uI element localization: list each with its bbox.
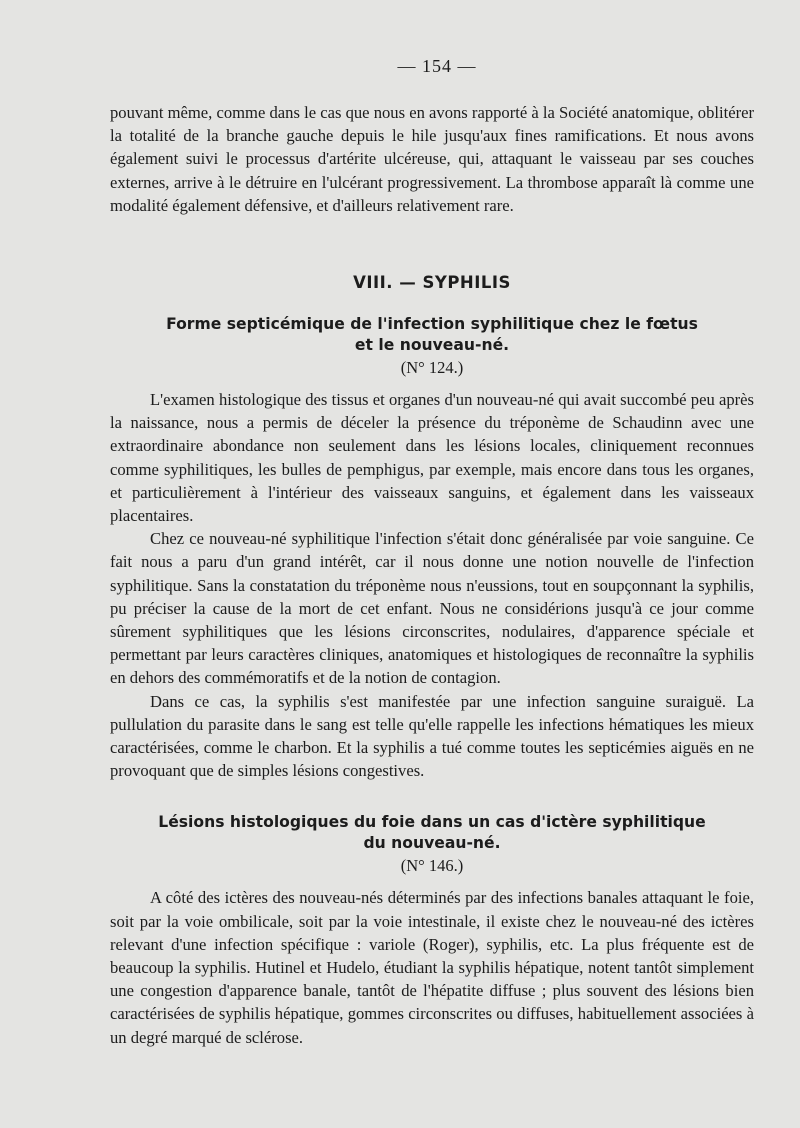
article2-title-line1: Lésions histologiques du foie dans un cas d'ictère syphilitique bbox=[158, 813, 706, 832]
article2-title-line2: du nouveau-né. bbox=[363, 834, 501, 853]
article2-reference: (N° 146.) bbox=[400, 856, 464, 876]
article1-reference: (N° 124.) bbox=[400, 358, 464, 378]
article2-paragraph: A côté des ictères des nouveau-nés déterminés par des infections banales attaquant le foie, soit par la voie ombilicale, soit par la voie intestinale, il existe chez le nouveau-né des ictères relevant d'une infection spécifique : variole (Roger), syphilis, etc. La plus fréquente est de beaucoup la syphilis. Hutinel et Hudelo, étudiant la syphilis hépatique, notent tantôt simplement une congestion d'apparence banale, tantôt de l'hépatite diffuse ; plus souvent des lésions bien caractérisées de syphilis hépatique, gommes circonscrites ou diffuses, habituellement associées à un degré marqué de sclérose. bbox=[110, 888, 754, 1047]
page-number: — 154 — bbox=[397, 56, 477, 76]
article1-title-line2: et le nouveau-né. bbox=[354, 336, 510, 355]
article1-paragraph: L'examen histologique des tissus et organes d'un nouveau-né qui avait succombé peu après la naissance, nous a permis de déceler la présence du tréponème de Schaudinn avec une extraordinaire abondance non seulement dans les lésions locales, cliniquement reconnues comme syphilitiques, les bulles de pemphigus, par exemple, mais encore dans tous les organes, et particulièrement à l'intérieur des vaisseaux sanguins, et également dans les vaisseaux placentaires. bbox=[110, 390, 754, 526]
article1-paragraph: Chez ce nouveau-né syphilitique l'infection s'était donc généralisée par voie sanguine. Ce fait nous a paru d'un grand intérêt, car il nous donne une notion nouvelle de l'infection syphilitique. Sans la constatation du tréponème nous n'eussions, tout en soupçonnant la syphilis, pu préciser la cause de la mort de cet enfant. Nous ne considérions jusqu'à ce jour comme sûrement syphilitiques que les lésions circonscrites, nodulaires, d'apparence spéciale et permettant par leurs caractères cliniques, anatomiques et histologiques de reconnaître la syphilis en dehors des commémoratifs et de la notion de contagion. bbox=[110, 529, 754, 688]
section-title: VIII. — SYPHILIS bbox=[353, 273, 511, 293]
intro-paragraph: pouvant même, comme dans le cas que nous en avons rapporté à la Société anatomique, oblitérer la totalité de la branche gauche depuis le hile jusqu'aux fines ramifications. Et nous avons également suivi le processus d'artérite ulcéreuse, qui, attaquant le vaisseau par ses couches externes, arrive à le détruire en l'ulcérant progressivement. La thrombose apparaît là comme une modalité également défensive, et d'ailleurs relativement rare. bbox=[110, 103, 754, 215]
article1-title-line1: Forme septicémique de l'infection syphilitique chez le fœtus bbox=[166, 315, 698, 334]
article1-paragraph: Dans ce cas, la syphilis s'est manifestée par une infection sanguine suraiguë. La pullulation du parasite dans le sang est telle qu'elle rappelle les infections hématiques les mieux caractérisées, comme le charbon. Et la syphilis a tué comme toutes les septicémies aiguës en ne provoquant que de simples lésions congestives. bbox=[110, 691, 754, 781]
